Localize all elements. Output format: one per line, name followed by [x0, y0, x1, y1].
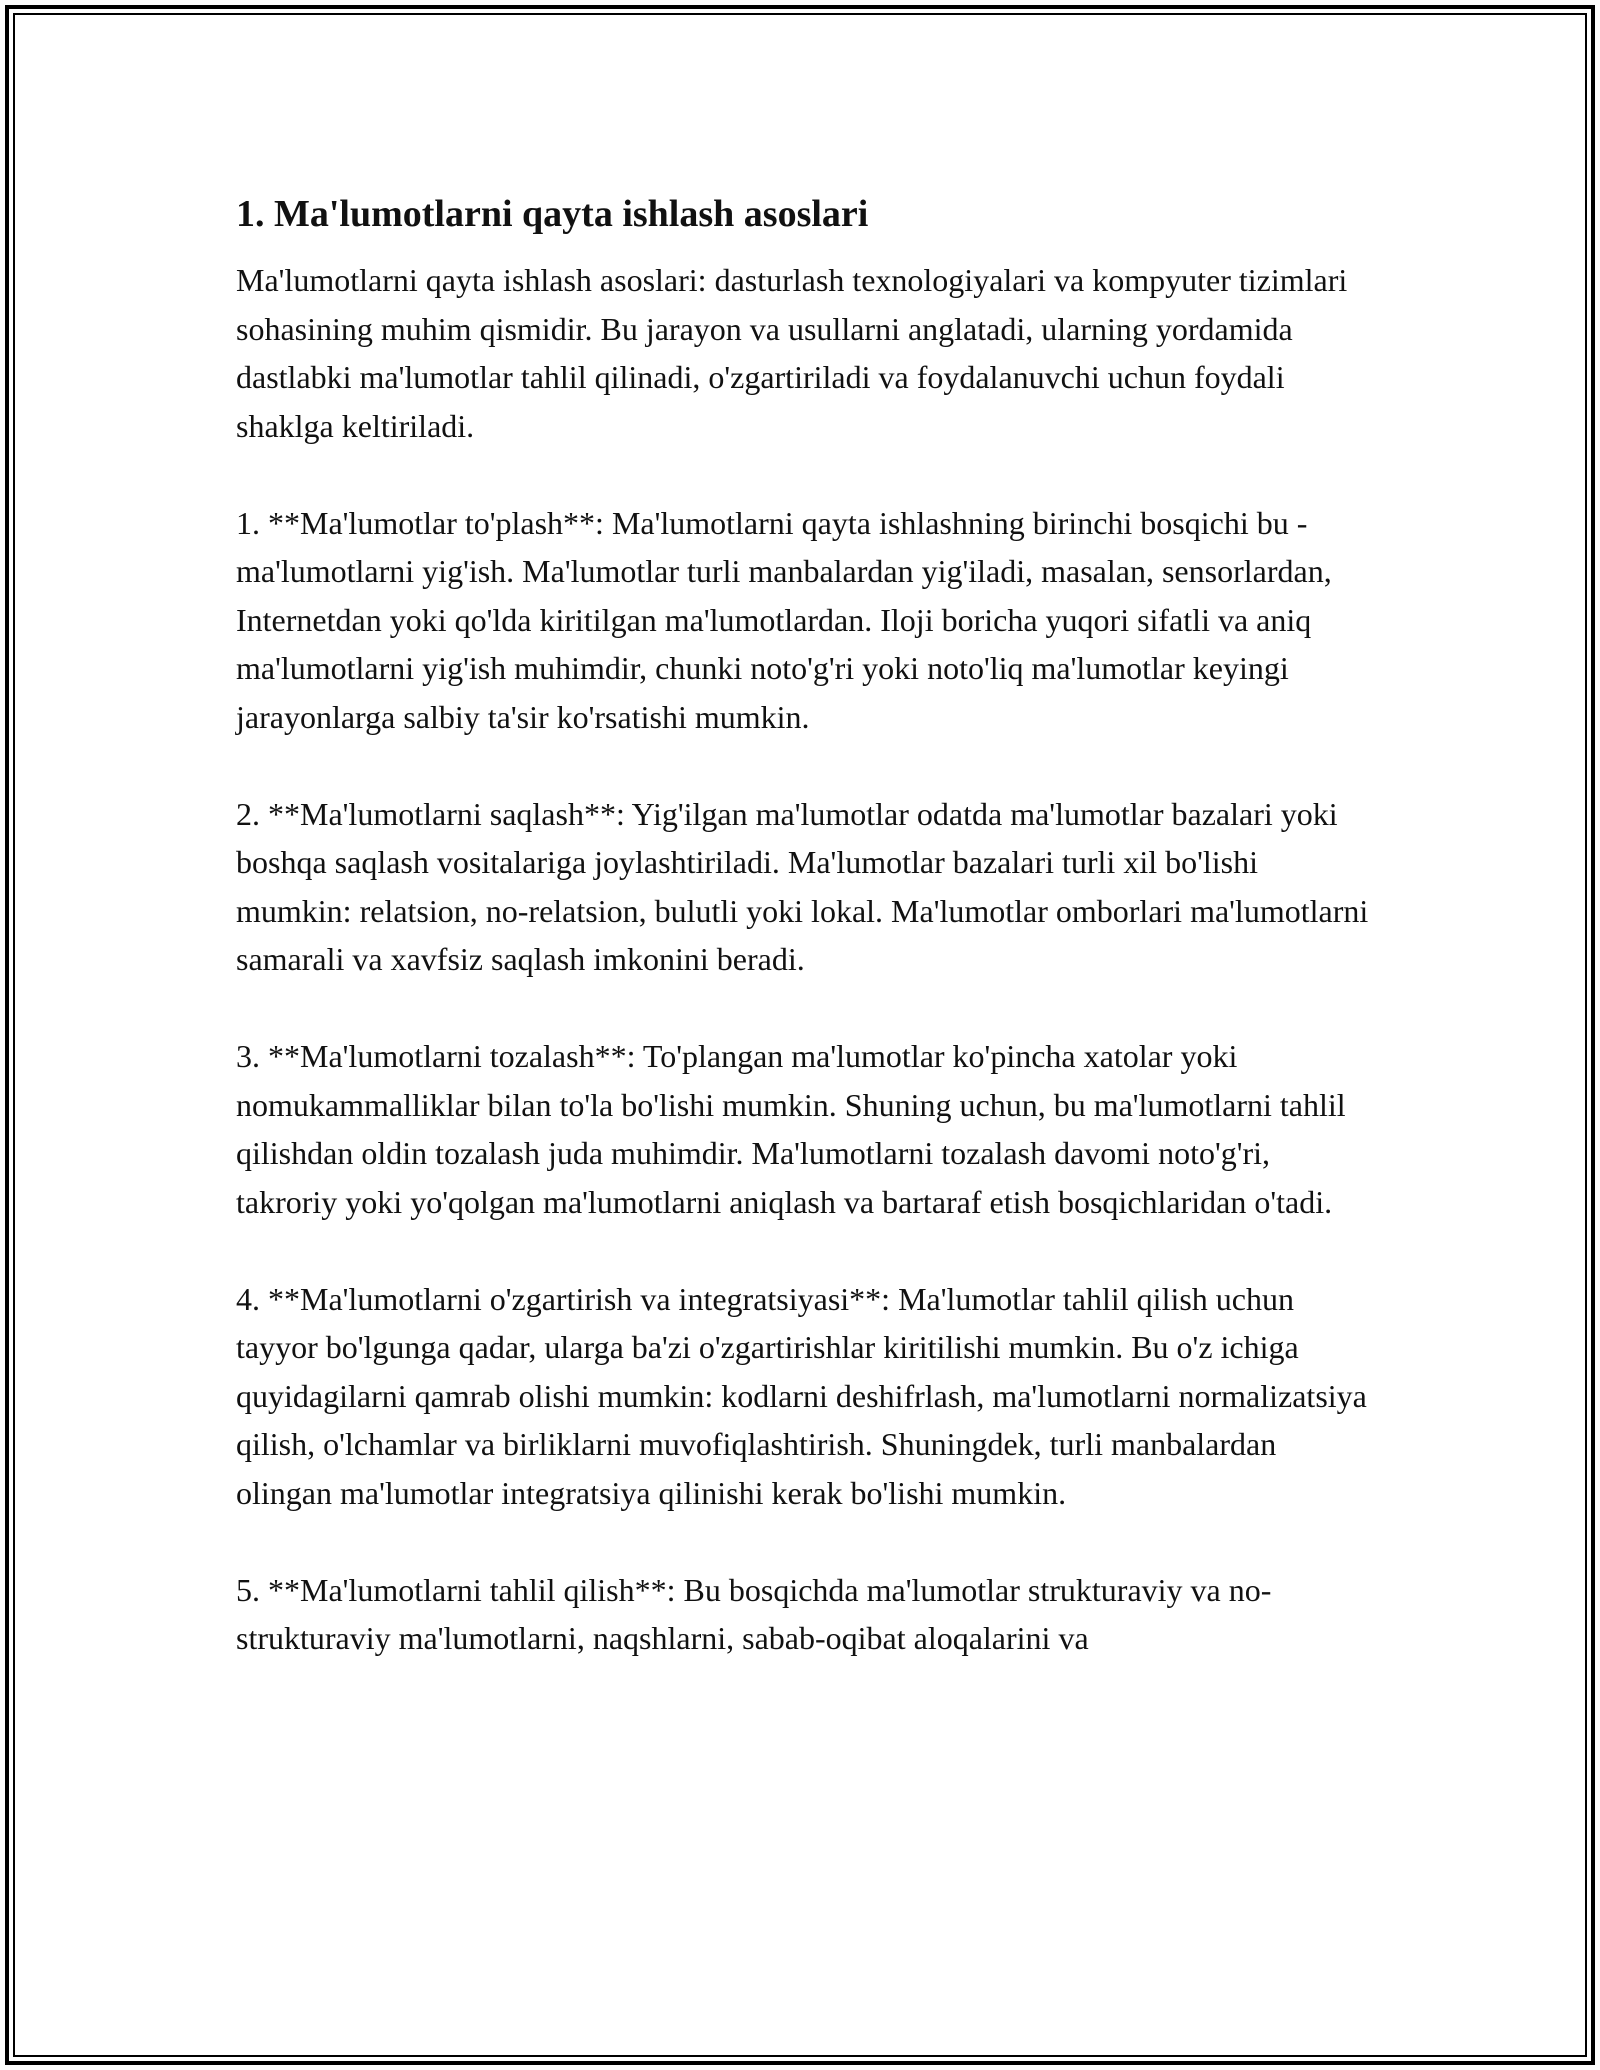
paragraph-data-collection: 1. **Ma'lumotlar to'plash**: Ma'lumotlarni qayta ishlashning birinchi bosqichi bu - ma'lumotlarni yig'ish. Ma'lumotlar turli manbalardan yig'iladi, masalan, sensorlardan, Internetdan yoki qo'lda kiritilgan ma'lumotlardan. Iloji boricha yuqori sifatli va aniq ma'lumotlarni yig'ish muhimdir, chunki noto'g'ri yoki noto'liq ma'lumotlar keyingi jarayonlarga salbiy ta'sir ko'rsatishi mumkin.: [236, 504, 1332, 735]
document-body: [236, 186, 1376, 1711]
paragraph-data-analysis: 5. **Ma'lumotlarni tahlil qilish**: Bu bosqichda ma'lumotlar strukturaviy va no-strukturaviy ma'lumotlarni, naqshlarni, sabab-oqibat aloqalarini va: [236, 1571, 1272, 1656]
section-heading: 1. Ma'lumotlarni qayta ishlash asoslari: [236, 193, 869, 235]
paragraph-data-storage: 2. **Ma'lumotlarni saqlash**: Yig'ilgan ma'lumotlar odatda ma'lumotlar bazalari yoki boshqa saqlash vositalariga joylashtiriladi. Ma'lumotlar bazalari turli xil bo'lishi mumkin: relatsion, no-relatsion, bulutli yoki lokal. Ma'lumotlar omborlari ma'lumotlarni samarali va xavfsiz saqlash imkonini beradi.: [236, 795, 1369, 977]
paragraph-data-cleaning: 3. **Ma'lumotlarni tozalash**: To'plangan ma'lumotlar ko'pincha xatolar yoki nomukammalliklar bilan to'la bo'lishi mumkin. Shuning uchun, bu ma'lumotlarni tahlil qilishdan oldin tozalash juda muhimdir. Ma'lumotlarni tozalash davomi noto'g'ri, takroriy yoki yo'qolgan ma'lumotlarni aniqlash va bartaraf etish bosqichlaridan o'tadi.: [236, 1038, 1346, 1220]
paragraph-data-transformation: 4. **Ma'lumotlarni o'zgartirish va integratsiyasi**: Ma'lumotlar tahlil qilish uchun tayyor bo'lgunga qadar, ularga ba'zi o'zgartirishlar kiritilishi mumkin. Bu o'z ichiga quyidagilarni qamrab olishi mumkin: kodlarni deshifrlash, ma'lumotlarni normalizatsiya qilish, o'lchamlar va birliklarni muvofiqlashtirish. Shuningdek, turli manbalardan olingan ma'lumotlar integratsiya qilinishi kerak bo'lishi mumkin.: [236, 1280, 1367, 1511]
intro-paragraph: Ma'lumotlarni qayta ishlash asoslari: dasturlash texnologiyalari va kompyuter tizimlari sohasining muhim qismidir. Bu jarayon va usullarni anglatadi, ularning yordamida dastlabki ma'lumotlar tahlil qilinadi, o'zgartiriladi va foydalanuvchi uchun foydali shaklga keltiriladi.: [236, 262, 1348, 444]
